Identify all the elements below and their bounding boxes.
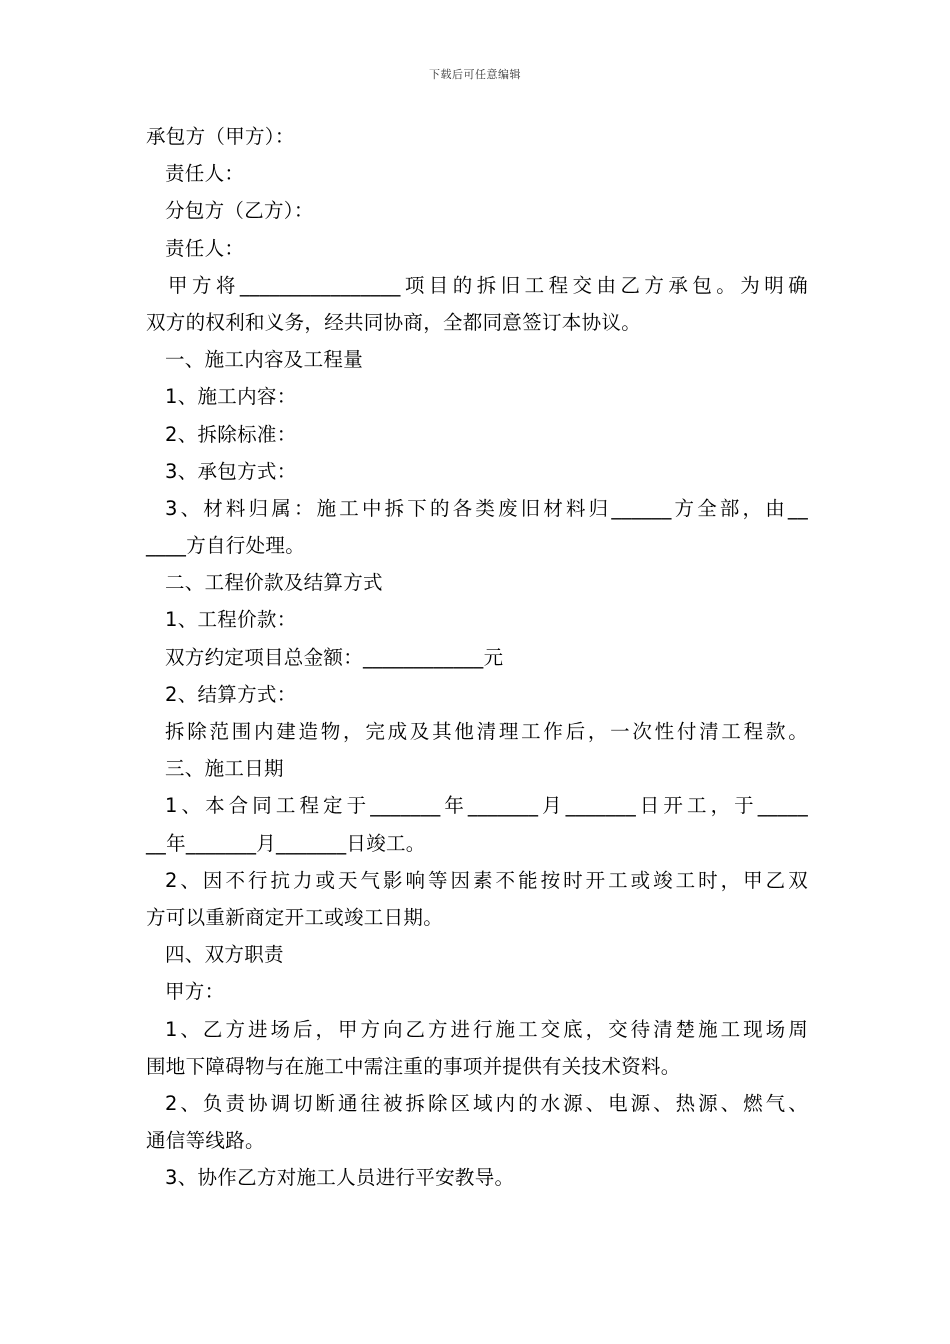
paragraph-line: 四、双方职责 [165, 943, 284, 967]
paragraph-line: 承包方（甲方）： [146, 125, 295, 148]
paragraph-line: 双方的权利和义务，经共同协商，全都同意签订本协议。 [146, 310, 642, 334]
paragraph-line: 3、承包方式： [165, 459, 297, 483]
paragraph-line: 3、材料归属：施工中拆下的各类废旧材料归______方全部，由__ [165, 496, 808, 520]
paragraph-line: 双方约定项目总金额：____________元 [165, 645, 504, 669]
contract-body [146, 118, 808, 1196]
paragraph-line: 三、施工日期 [165, 757, 284, 781]
paragraph-line: 甲方： [165, 980, 225, 1004]
page-header: 下载后可任意编辑 [429, 68, 521, 81]
paragraph-line: ____方自行处理。 [146, 534, 305, 558]
paragraph-line: 2、负责协调切断通往被拆除区域内的水源、电源、热源、燃气、 [165, 1091, 808, 1115]
paragraph-line: 3、协作乙方对施工人员进行平安教导。 [165, 1166, 515, 1190]
paragraph-line: 方可以重新商定开工或竣工日期。 [146, 905, 444, 929]
paragraph-line: 2、结算方式： [165, 682, 297, 706]
paragraph-line: 拆除范围内建造物，完成及其他清理工作后，一次性付清工程款。 [165, 720, 808, 743]
paragraph-line: 通信等线路。 [146, 1129, 265, 1153]
paragraph-line: 分包方（乙方）： [165, 199, 314, 223]
paragraph-line: 2、拆除标准： [165, 422, 297, 446]
paragraph-line: 一、施工内容及工程量 [165, 348, 364, 372]
paragraph-line: 2、因不行抗力或天气影响等因素不能按时开工或竣工时，甲乙双 [165, 868, 808, 892]
paragraph-line: __年_______月_______日竣工。 [146, 831, 426, 855]
paragraph-line: 二、工程价款及结算方式 [165, 571, 383, 595]
paragraph-line: 甲方将________________项目的拆旧工程交由乙方承包。为明确 [168, 273, 808, 297]
paragraph-line: 1、本合同工程定于_______年_______月_______日开工，于_____ [165, 794, 808, 818]
paragraph-line: 围地下障碍物与在施工中需注重的事项并提供有关技术资料。 [146, 1054, 681, 1078]
paragraph-line: 1、施工内容： [165, 385, 297, 409]
paragraph-line: 1、乙方进场后，甲方向乙方进行施工交底，交待清楚施工现场周 [165, 1017, 808, 1041]
paragraph-line: 责任人： [165, 236, 245, 260]
paragraph-line: 1、工程价款： [165, 608, 297, 632]
paragraph-line: 责任人： [165, 162, 245, 186]
